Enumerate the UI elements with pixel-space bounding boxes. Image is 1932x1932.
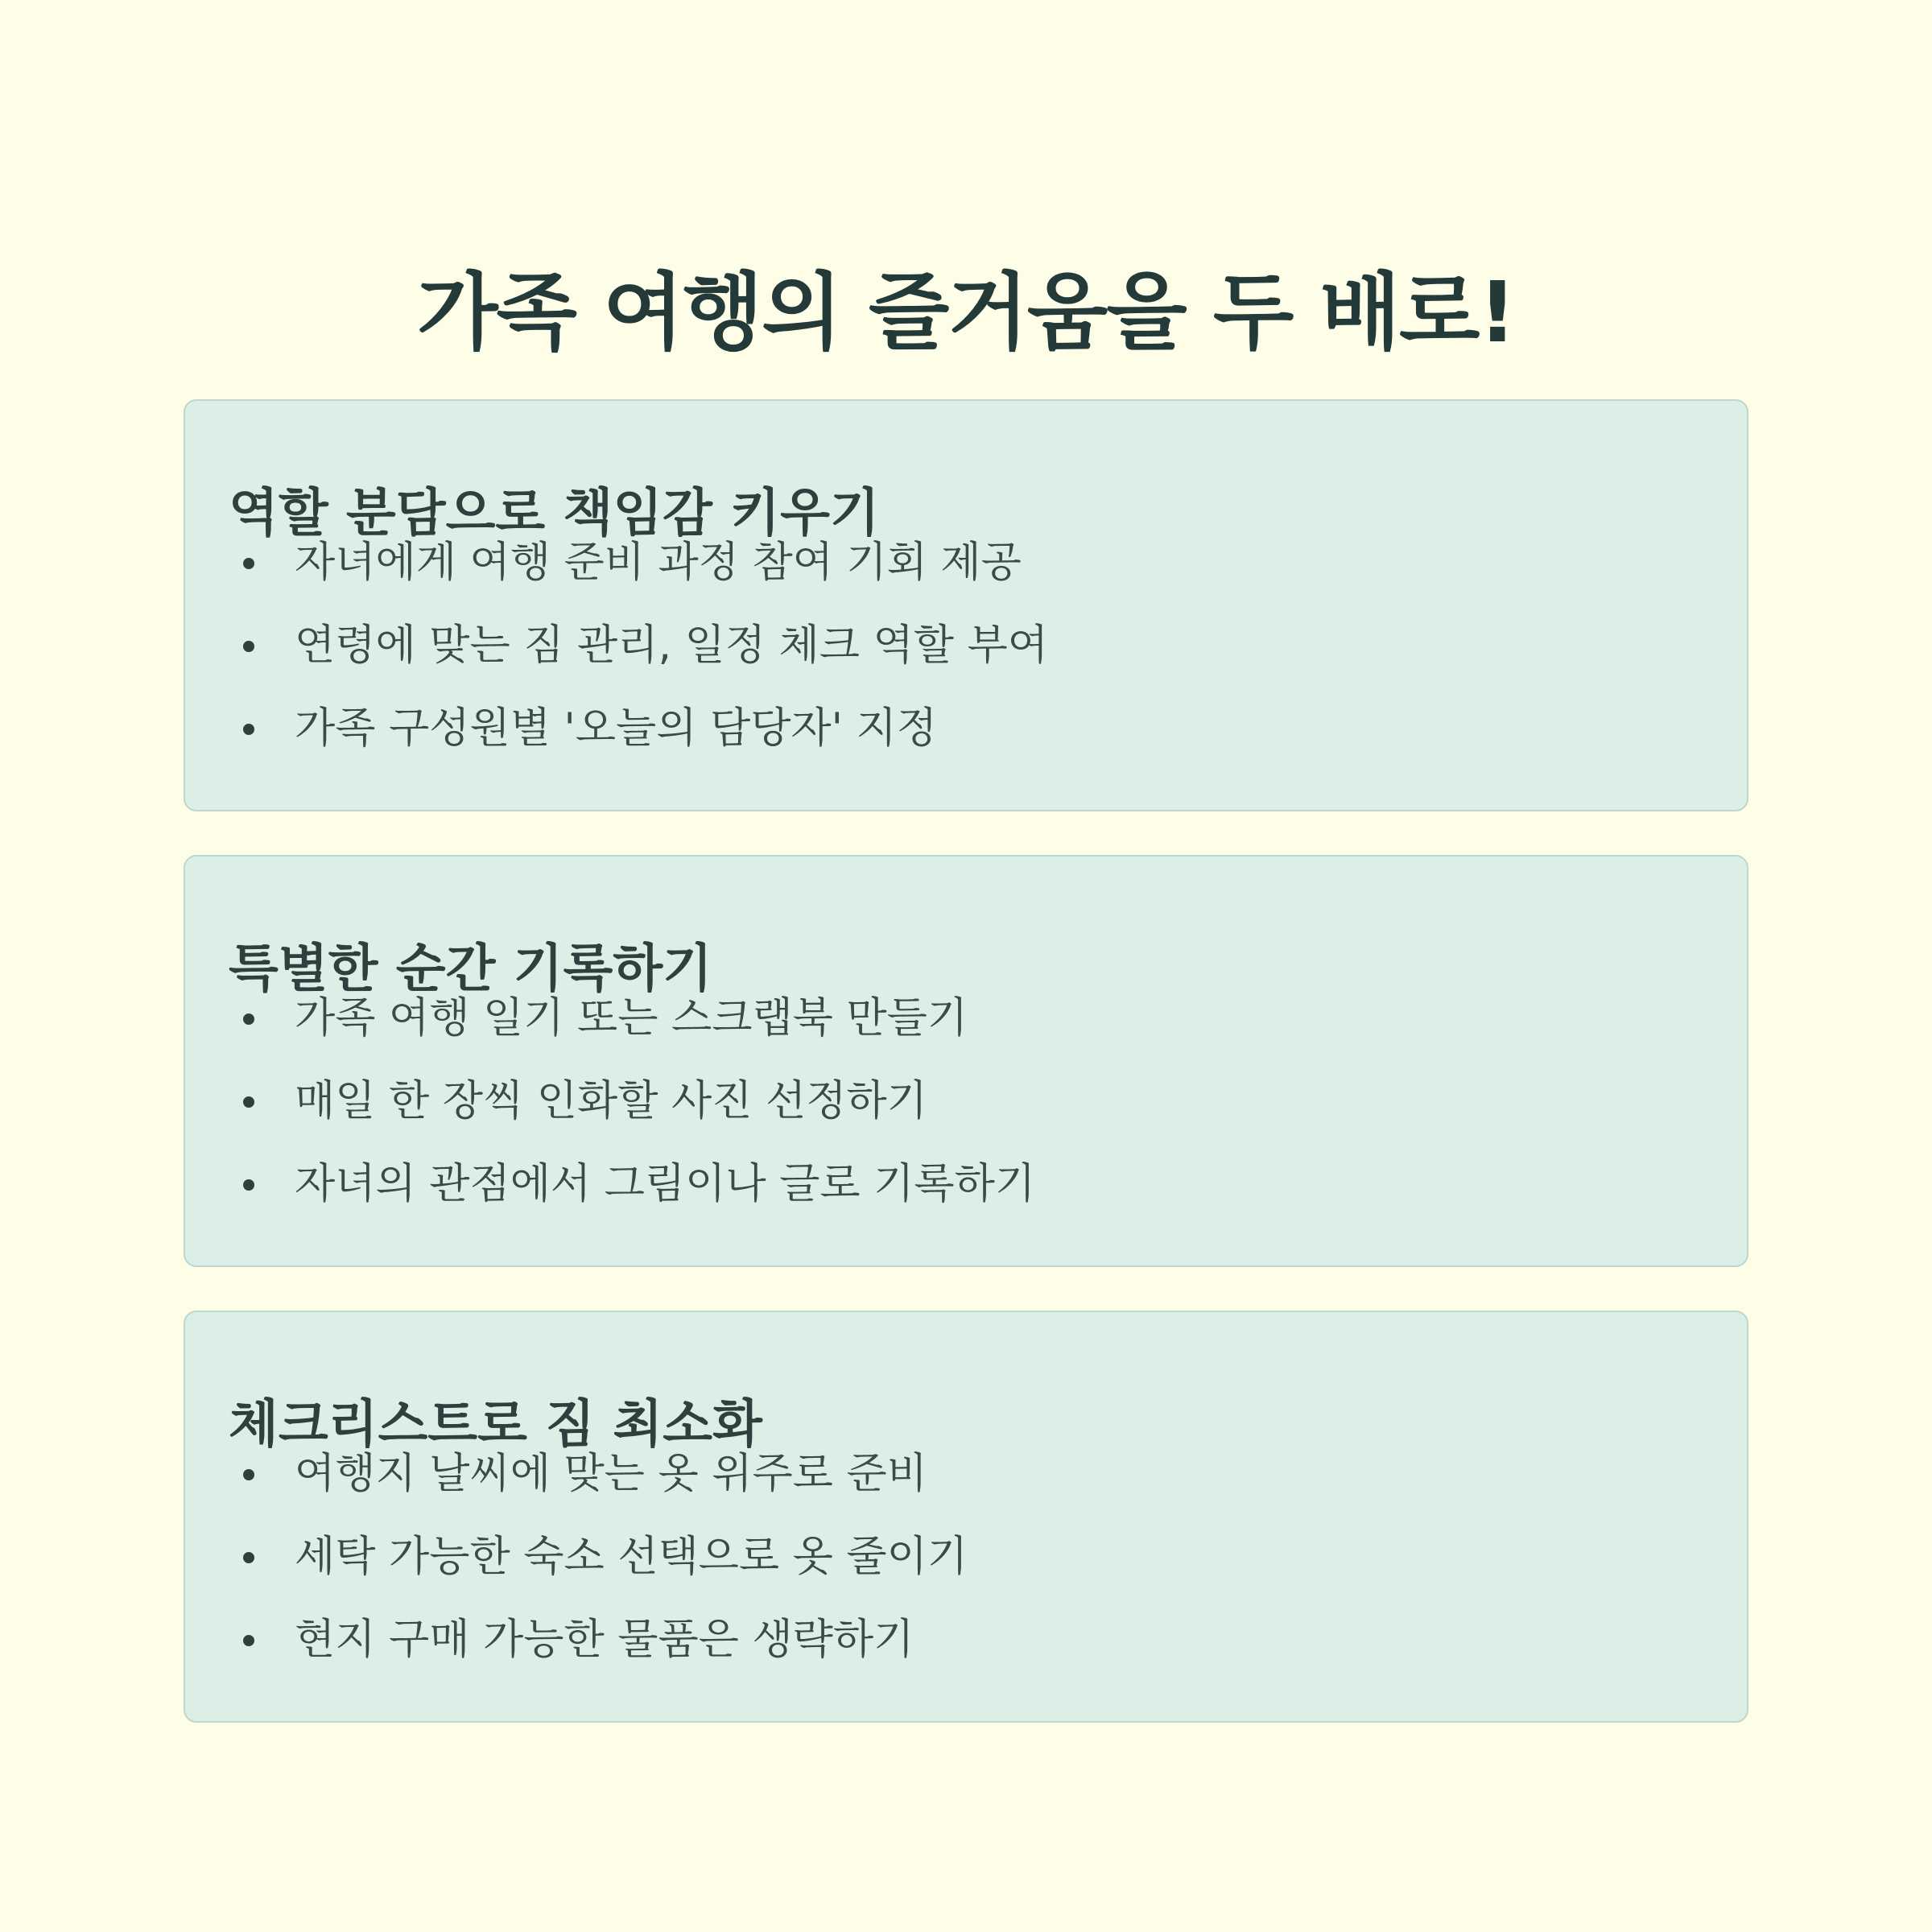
list-item — [229, 1530, 968, 1613]
card-title: 역할 분담으로 책임감 키우기 — [229, 484, 880, 544]
page-title: 가족 여행의 즐거움을 두 배로! — [417, 262, 1515, 361]
list-item — [229, 1447, 968, 1530]
tip-card-records — [184, 855, 1748, 1267]
list-item — [229, 702, 1048, 785]
card-title: 특별한 순간 기록하기 — [229, 939, 712, 1000]
bullet-list — [229, 536, 1048, 785]
list-item — [229, 619, 1048, 702]
bullet-list — [229, 1447, 968, 1696]
card-title: 체크리스트로 짐 최소화 — [229, 1395, 762, 1455]
bullet-dot-icon — [243, 1552, 254, 1563]
bullet-dot-icon — [243, 1096, 254, 1108]
list-item — [229, 1075, 1035, 1158]
tip-card-checklist — [184, 1311, 1748, 1723]
bullet-dot-icon — [243, 1635, 254, 1646]
bullet-list — [229, 992, 1035, 1241]
list-item — [229, 992, 1035, 1075]
list-item — [229, 1158, 1035, 1241]
list-item-text: 여행지 날씨에 맞는 옷 위주로 준비 — [295, 1450, 927, 1498]
bullet-dot-icon — [243, 1469, 254, 1480]
list-item-text: 매일 한 장씩 인화할 사진 선정하기 — [295, 1077, 927, 1125]
bullet-dot-icon — [243, 1013, 254, 1025]
list-item — [229, 536, 1048, 619]
list-item-text: 가족 여행 일기 또는 스크랩북 만들기 — [295, 994, 968, 1042]
bullet-dot-icon — [243, 558, 254, 569]
list-item-text: 현지 구매 가능한 물품은 생략하기 — [295, 1616, 914, 1664]
list-item-text: 자녀에게 여행 준비 과정 참여 기회 제공 — [295, 539, 1022, 587]
tip-card-roles — [184, 399, 1748, 811]
list-item-text: 세탁 가능한 숙소 선택으로 옷 줄이기 — [295, 1533, 968, 1581]
list-item-text: 가족 구성원별 '오늘의 담당자' 지정 — [295, 704, 937, 753]
list-item-text: 연령에 맞는 짐 관리, 일정 체크 역할 부여 — [295, 621, 1048, 670]
bullet-dot-icon — [243, 724, 254, 735]
bullet-dot-icon — [243, 641, 254, 652]
list-item-text: 자녀의 관점에서 그림이나 글로 기록하기 — [295, 1160, 1036, 1208]
bullet-dot-icon — [243, 1179, 254, 1191]
list-item — [229, 1613, 968, 1696]
